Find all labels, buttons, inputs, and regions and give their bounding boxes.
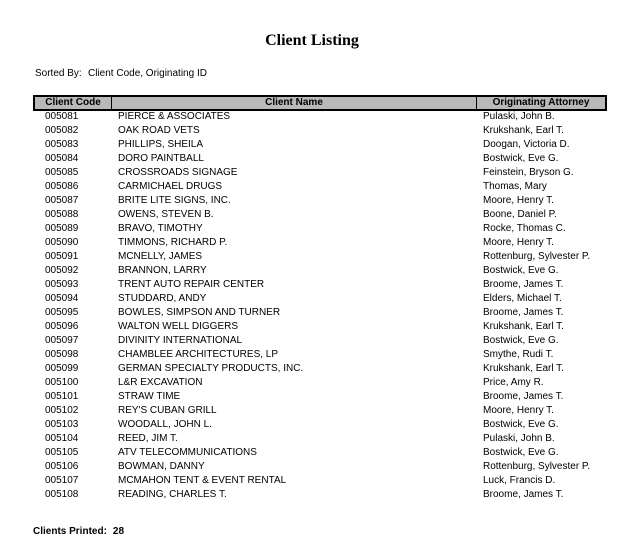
client-code-cell: 005081 — [45, 111, 79, 122]
originating-attorney-cell: Broome, James T. — [483, 391, 564, 402]
client-name-cell: BRAVO, TIMOTHY — [118, 223, 203, 234]
client-name-cell: BOWMAN, DANNY — [118, 461, 205, 472]
client-name-cell: MCNELLY, JAMES — [118, 251, 203, 262]
table-row — [33, 320, 607, 334]
originating-attorney-cell: Price, Amy R. — [483, 377, 544, 388]
table-row — [33, 194, 607, 208]
client-code-cell: 005101 — [45, 391, 79, 402]
client-code-cell: 005092 — [45, 265, 79, 276]
originating-attorney-cell: Moore, Henry T. — [483, 405, 554, 416]
client-name-cell: READING, CHARLES T. — [118, 489, 227, 500]
originating-attorney-cell: Pulaski, John B. — [483, 111, 555, 122]
client-name-cell: DORO PAINTBALL — [118, 153, 204, 164]
originating-attorney-cell: Bostwick, Eve G. — [483, 335, 559, 346]
table-header-row — [33, 95, 607, 111]
sorted-by-value: Client Code, Originating ID — [88, 68, 207, 79]
table-row — [33, 264, 607, 278]
table-row — [33, 124, 607, 138]
originating-attorney-cell: Broome, James T. — [483, 307, 564, 318]
table-row — [33, 376, 607, 390]
originating-attorney-cell: Thomas, Mary — [483, 181, 547, 192]
client-code-cell: 005105 — [45, 447, 79, 458]
client-name-cell: CHAMBLEE ARCHITECTURES, LP — [118, 349, 279, 360]
client-name-cell: PHILLIPS, SHEILA — [118, 139, 204, 150]
table-row — [33, 460, 607, 474]
client-code-cell: 005097 — [45, 335, 79, 346]
clients-printed-value: 28 — [112, 526, 125, 537]
client-name-cell: ATV TELECOMMUNICATIONS — [118, 447, 257, 458]
client-code-cell: 005085 — [45, 167, 79, 178]
client-name-cell: CARMICHAEL DRUGS — [118, 181, 223, 192]
originating-attorney-cell: Bostwick, Eve G. — [483, 153, 559, 164]
client-table-body — [33, 110, 607, 502]
client-name-cell: DIVINITY INTERNATIONAL — [118, 335, 243, 346]
client-name-cell: MCMAHON TENT & EVENT RENTAL — [118, 475, 287, 486]
footer — [33, 526, 124, 538]
table-row — [33, 446, 607, 460]
client-code-cell: 005084 — [45, 153, 79, 164]
originating-attorney-cell: Krukshank, Earl T. — [483, 321, 564, 332]
table-row — [33, 152, 607, 166]
client-code-cell: 005098 — [45, 349, 79, 360]
client-name-cell: STRAW TIME — [118, 391, 181, 402]
table-row — [33, 390, 607, 404]
client-name-cell: BRANNON, LARRY — [118, 265, 207, 276]
table-row — [33, 488, 607, 502]
client-name-cell: WOODALL, JOHN L. — [118, 419, 212, 430]
client-name-cell: WALTON WELL DIGGERS — [118, 321, 239, 332]
client-name-cell: GERMAN SPECIALTY PRODUCTS, INC. — [118, 363, 304, 374]
client-code-cell: 005083 — [45, 139, 79, 150]
client-code-cell: 005106 — [45, 461, 79, 472]
client-code-cell: 005090 — [45, 237, 79, 248]
client-code-cell: 005089 — [45, 223, 79, 234]
table-row — [33, 250, 607, 264]
table-row — [33, 222, 607, 236]
client-name-cell: OWENS, STEVEN B. — [118, 209, 214, 220]
client-name-cell: PIERCE & ASSOCIATES — [118, 111, 231, 122]
table-row — [33, 180, 607, 194]
originating-attorney-cell: Smythe, Rudi T. — [483, 349, 554, 360]
client-code-cell: 005093 — [45, 279, 79, 290]
sorted-by-label: Sorted By: — [35, 68, 82, 79]
table-row — [33, 110, 607, 124]
table-row — [33, 404, 607, 418]
client-code-cell: 005099 — [45, 363, 79, 374]
client-code-cell: 005091 — [45, 251, 79, 262]
client-name-cell: STUDDARD, ANDY — [118, 293, 207, 304]
originating-attorney-cell: Luck, Francis D. — [483, 475, 556, 486]
client-name-cell: TIMMONS, RICHARD P. — [118, 237, 228, 248]
client-code-cell: 005088 — [45, 209, 79, 220]
originating-attorney-cell: Krukshank, Earl T. — [483, 363, 564, 374]
client-code-cell: 005103 — [45, 419, 79, 430]
client-name-cell: REY'S CUBAN GRILL — [118, 405, 217, 416]
originating-attorney-cell: Elders, Michael T. — [483, 293, 562, 304]
client-code-cell: 005095 — [45, 307, 79, 318]
table-row — [33, 292, 607, 306]
originating-attorney-cell: Doogan, Victoria D. — [483, 139, 570, 150]
clients-printed-label: Clients Printed: — [33, 526, 107, 537]
client-code-cell: 005108 — [45, 489, 79, 500]
table-row — [33, 278, 607, 292]
client-name-cell: TRENT AUTO REPAIR CENTER — [118, 279, 265, 290]
table-row — [33, 348, 607, 362]
client-name-cell: BRITE LITE SIGNS, INC. — [118, 195, 231, 206]
client-name-cell: OAK ROAD VETS — [118, 125, 200, 136]
table-row — [33, 208, 607, 222]
client-code-cell: 005102 — [45, 405, 79, 416]
client-code-cell: 005094 — [45, 293, 79, 304]
originating-attorney-cell: Broome, James T. — [483, 489, 564, 500]
originating-attorney-cell: Feinstein, Bryson G. — [483, 167, 574, 178]
originating-attorney-cell: Rottenburg, Sylvester P. — [483, 251, 591, 262]
client-name-cell: BOWLES, SIMPSON AND TURNER — [118, 307, 281, 318]
client-code-cell: 005100 — [45, 377, 79, 388]
client-code-cell: 005082 — [45, 125, 79, 136]
client-code-cell: 005096 — [45, 321, 79, 332]
originating-attorney-cell: Krukshank, Earl T. — [483, 125, 564, 136]
table-row — [33, 474, 607, 488]
table-row — [33, 138, 607, 152]
column-header-client-name: Client Name — [111, 97, 476, 109]
client-name-cell: CROSSROADS SIGNAGE — [118, 167, 238, 178]
table-row — [33, 418, 607, 432]
column-header-originating-attorney: Originating Attorney — [476, 97, 605, 109]
page-title: Client Listing — [265, 32, 359, 49]
originating-attorney-cell: Bostwick, Eve G. — [483, 447, 559, 458]
originating-attorney-cell: Pulaski, John B. — [483, 433, 555, 444]
client-code-cell: 005087 — [45, 195, 79, 206]
column-header-client-code: Client Code — [45, 97, 101, 108]
table-row — [33, 362, 607, 376]
table-row — [33, 306, 607, 320]
client-code-cell: 005086 — [45, 181, 79, 192]
table-row — [33, 166, 607, 180]
originating-attorney-cell: Moore, Henry T. — [483, 195, 554, 206]
client-name-cell: REED, JIM T. — [118, 433, 178, 444]
originating-attorney-cell: Moore, Henry T. — [483, 237, 554, 248]
originating-attorney-cell: Broome, James T. — [483, 279, 564, 290]
originating-attorney-cell: Bostwick, Eve G. — [483, 265, 559, 276]
table-row — [33, 236, 607, 250]
table-row — [33, 432, 607, 446]
originating-attorney-cell: Boone, Daniel P. — [483, 209, 557, 220]
originating-attorney-cell: Rocke, Thomas C. — [483, 223, 566, 234]
client-code-cell: 005107 — [45, 475, 79, 486]
client-name-cell: L&R EXCAVATION — [118, 377, 203, 388]
client-code-cell: 005104 — [45, 433, 79, 444]
originating-attorney-cell: Rottenburg, Sylvester P. — [483, 461, 591, 472]
originating-attorney-cell: Bostwick, Eve G. — [483, 419, 559, 430]
table-row — [33, 334, 607, 348]
